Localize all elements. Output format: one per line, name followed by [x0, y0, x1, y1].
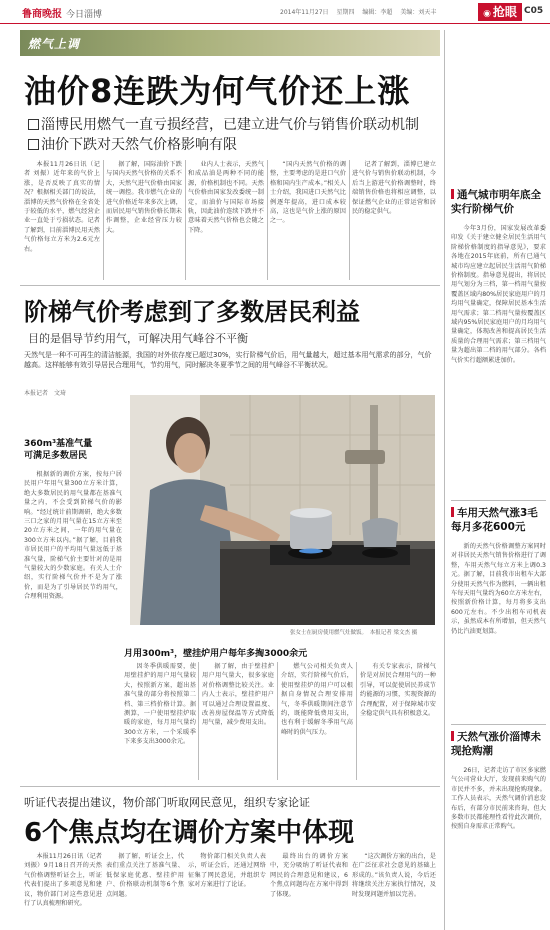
section2-lead: [24, 350, 434, 370]
header-weekday: 星期四: [336, 9, 355, 16]
section2-midhead: 月用300m³，壁挂炉用户每年多掏3000余元: [124, 649, 308, 659]
subheadline-1: [28, 114, 419, 134]
kitchen-photo-illustration: [130, 395, 435, 625]
article1-col3-text: 业内人士表示，天然气和成品油是两种不同的能源，价格机制也不同。天然气价格由国家发改委统一制定，而油价与国际市场接轨，因此油价连续下跌并不意味着天然气价格也会随之下降。: [188, 161, 264, 234]
article1-col3: [188, 160, 264, 280]
sidebar-divider-h: [451, 500, 546, 501]
checkbox-glyph-icon: [28, 119, 39, 130]
sidebar-item1-title-text: 通气城市明年底全实行阶梯气价: [451, 189, 541, 215]
section2-col-mid3: [281, 662, 353, 780]
column-divider: [349, 160, 350, 280]
header-editor: 编辑：李超: [362, 9, 393, 16]
photo-caption: [290, 628, 417, 636]
section2-col-mid4: [360, 662, 436, 780]
article1-col4: [270, 160, 346, 280]
subheadline-1-text: 淄博民用燃气一直亏损经营，已建立进气价与销售价联动机制: [41, 117, 419, 133]
column-divider: [198, 662, 199, 780]
sidebar-item3-text: [451, 766, 546, 926]
page-header: [0, 0, 550, 24]
article1-col5-text: 记者了解到，淄博已建立进气价与销售价联动机制，今后当上游进气价格调整时，终端销售价格也将相应调整，以保证燃气企业的正常运营和居民的稳定供气。: [352, 161, 436, 216]
sidehead-line2: 可满足多数居民: [24, 451, 88, 461]
section2-col-mid3-text: 燃气公司相关负责人介绍，实行阶梯气价后，使用壁挂炉的用户可以根据自身情况合理安排用气，冬季供暖期间注意节约，既能降低费用支出，也有利于缓解冬季用气高峰时的供气压力。: [281, 663, 353, 736]
column-divider: [267, 160, 268, 280]
sidebar-item3-title-text: 天然气涨价淄博未现抢购潮: [451, 731, 541, 757]
section2-byline: [24, 388, 72, 397]
sidebar-item1-title: [451, 188, 547, 216]
column-divider: [185, 160, 186, 280]
right-sidebar: [448, 26, 550, 930]
section3-subheadline: 听证代表提出建议，物价部门听取网民意见，组织专家论证: [24, 796, 310, 809]
sidebar-item2-title-text: 车用天然气涨3毛每月多花600元: [451, 507, 538, 533]
title-marker-icon: [451, 189, 454, 199]
sidebar-item2-body: 新的天然气价格调整方案同时对非居民天然气销售价格进行了调整，车用天然气每立方米上调0.3元。据了解，目前我市出租车大部分使用天然气作为燃料，一辆出租车每天用气量约为60立方米左右，按照新价格计算，每月将多支出600元左右。不少出租车司机表示，虽然成本有所增加，但天然气仍比汽油更划算。: [451, 543, 546, 635]
article1-col1: [24, 160, 100, 280]
logo-sub: 今日淄博: [66, 10, 103, 20]
byline-name: 文琦: [54, 390, 67, 397]
byline-label: 本报记者: [24, 390, 49, 397]
section-tag: [478, 3, 522, 21]
section-divider: [20, 786, 440, 787]
section-divider: [20, 285, 440, 286]
section2-headline: 阶梯气价考虑到了多数居民利益: [24, 298, 360, 326]
column-banner: [20, 30, 440, 56]
sidebar-divider: [444, 30, 445, 930]
sidehead-line1: 360m³基准气量: [24, 439, 93, 449]
photo-caption-text: 张女士在厨房使用燃气灶做饭。: [290, 630, 365, 636]
section3-col4-text: 最终出台的调价方案中，充分吸纳了听证代表和网民的合理意见和建议，6个焦点问题均在方案中得到了体现。: [270, 853, 348, 898]
masthead-logo: [22, 5, 102, 20]
column-divider: [103, 160, 104, 280]
article1-col4-text: “国内天然气价格的调整，主要考虑的是进口气价格和国内生产成本。”相关人士介绍，我国进口天然气比例逐年提高，进口成本较高，这也是气价上涨的原因之一。: [270, 161, 346, 225]
article1-col5: [352, 160, 436, 280]
article1-col2-text: 据了解，国际油价下跌与国内天然气价格的关系不大，天然气进气价格由国家统一调控。我市燃气企业的进气价格近年来多次上调，而居民用气销售价格长期未作调整，企业经营压力较大。: [106, 161, 182, 234]
column-divider: [277, 662, 278, 780]
section3-headline: 6个焦点均在调价方案中体现: [24, 818, 355, 848]
sidebar-item2-text: [451, 542, 546, 720]
section2-col-mid2-text: 据了解，由于壁挂炉用户用气量大，很多家庭对价格调整比较关注。业内人士表示，壁挂炉用户可以通过合理设置温度、改善房屋保温等方式降低用气量，减少费用支出。: [202, 663, 274, 727]
section3-col4: [270, 852, 348, 928]
section2-col-left-text: 根据新的调价方案，按每户居民用户年用气量300立方米计算，绝大多数居民的用气量都在基准气量之内，不会受到阶梯气价的影响。“经过统计前期调研，绝大多数三口之家的月用气量在15立方米至20立方米之间，一年的用气量在300立方米以内。”据了解，目前我市居民用户的平均用气量远低于基准气量，阶梯气价主要针对的是用气量较大的少数家庭。有关人士介绍，实行阶梯气价并不是为了涨价，而是为了引导居民节约用气，合理利用资源。: [24, 471, 122, 601]
section2-col-mid1-text: 因冬季供暖需要，使用壁挂炉的用户用气量较大，按照新方案，超出基准气量的部分将按照第二档、第三档价格计算。据测算，一户使用壁挂炉取暖的家庭，每月用气量约300立方米，一个采暖季下来多支出3000余元。: [124, 663, 196, 746]
header-date: 2014年11月27日: [280, 9, 329, 16]
header-designer: 美编：刘天丰: [400, 9, 437, 16]
banner-text: 燃气上调: [28, 37, 81, 51]
sidebar-item1-text: [451, 224, 546, 496]
section3-col2-text: 据了解，听证会上，代表们重点关注了基准气量、低保家庭优惠、壁挂炉用户、价格联动机制等6个焦点问题。: [106, 853, 184, 898]
column-divider: [356, 662, 357, 780]
section3-col1-text: 本报11月26日讯（记者 刘振）9月18日召开的天然气价格调整听证会上，听证代表们提出了多项意见和建议，物价部门对这些意见进行了认真梳理和研究。: [24, 853, 102, 908]
section2-lead-text: 天然气是一种不可再生的清洁能源，我国的对外依存度已超过30%，实行阶梯气价后，用气量越大，超过基本用气需求的部分，气价越高。这样能够有效引导居民合理用气，节约用气，同时解决冬夏季节之间的用气峰谷不平衡状况。: [24, 351, 432, 369]
section3-col5-text: “这次调价方案的出台，是在广泛征求社会意见的基础上形成的。”该负责人说，今后还将继续关注方案执行情况，及时发现问题并加以完善。: [352, 853, 436, 898]
section2-col-mid2: [202, 662, 274, 780]
section3-col3: [188, 852, 266, 928]
section2-subheadline: 目的是倡导节约用气，可解决用气峰谷不平衡: [28, 332, 248, 345]
main-headline: 油价8连跌为何气价还上涨: [24, 72, 411, 110]
section3-col3-text: 物价部门相关负责人表示，听证会后，还通过网络征集了网民意见，并组织专家对方案进行了论证。: [188, 853, 266, 889]
sidebar-item3-body: 26日，记者走访了市区多家燃气公司营业大厅，发现前来购气的市民并不多，并未出现抢购现象。工作人员表示，天然气调价消息发布后，有部分市民前来咨询，但大多数市民都能理性看待此次调价，按照自身需求正常购气。: [451, 767, 546, 831]
section2-col-mid4-text: 有关专家表示，阶梯气价是对居民合理用气的一种引导，可以促使居民养成节约能源的习惯，实现资源的合理配置，对于保障城市安全稳定供气具有积极意义。: [360, 663, 436, 718]
subheadline-2: [28, 134, 237, 154]
header-meta: [280, 7, 442, 16]
subheadline-2-text: 油价下跌对天然气价格影响有限: [41, 137, 237, 153]
eye-icon: ◉: [483, 9, 491, 19]
title-marker-icon: [451, 731, 454, 741]
title-marker-icon: [451, 507, 454, 517]
sidebar-item2-title: [451, 506, 547, 534]
logo-main: 鲁商晚报: [22, 9, 62, 20]
article1-col2: [106, 160, 182, 280]
sidebar-item1-body: 今年3月份，国家发展改革委印发《关于建立健全居民生活用气阶梯价格制度的指导意见》，要求各地在2015年底前，所有已通气城市均应建立起居民生活用气阶梯价格制度。指导意见提出，将居民用气划分为三档，第一档用气量按覆盖区域内80%居民家庭用户的月均用气量确定，保障居民基本生活用气需求；第二档用气量按覆盖区域内95%居民家庭用户的月均用气量确定，体现改善和提高居民生活质量的合理用气需求；第三档用气量为超出第二档的用气部分。各档气价实行超额累进加价。: [451, 225, 546, 364]
section3-col1: [24, 852, 102, 928]
sidebar-divider-h: [451, 724, 546, 725]
section2-col-left: [24, 470, 122, 780]
section3-col5: [352, 852, 436, 928]
section3-col2: [106, 852, 184, 928]
article1-col1-text: 本报11月26日讯（记者 刘振）近年来的气价上涨，是否反映了真实的情况？根据相关部门的说法，淄博的天然气价格在全省处于较低的水平，燃气经营企业一直处于亏损状态。记者了解到，目前淄博民用天然气价格每立方米为2.6元左右。: [24, 161, 100, 253]
checkbox-glyph-icon: [28, 139, 39, 150]
section-tag-label: 抢眼: [492, 5, 517, 19]
kitchen-photo: [130, 395, 435, 625]
page-number: C05: [524, 6, 544, 16]
section2-sidehead: [24, 438, 114, 462]
section2-col-mid1: [124, 662, 196, 780]
sidebar-item3-title: [451, 730, 547, 758]
photo-credit: 本报记者 梁文杰 摄: [369, 630, 418, 636]
